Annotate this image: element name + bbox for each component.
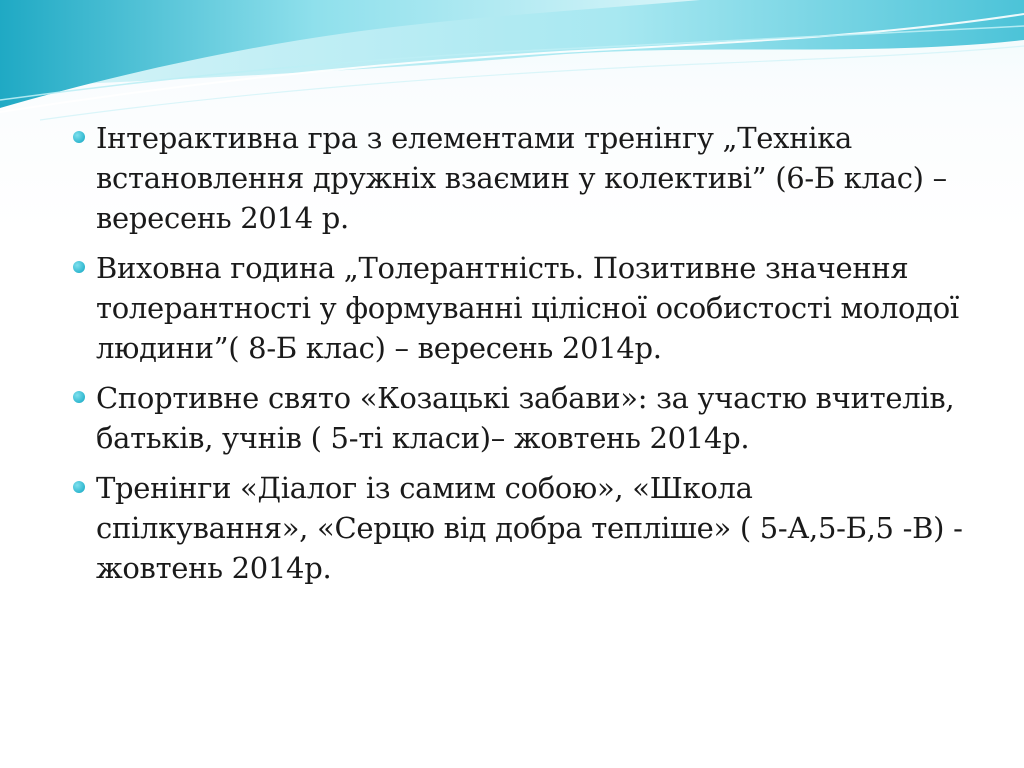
bullet-icon	[73, 391, 85, 403]
list-item	[66, 378, 966, 458]
wave-header-decoration	[0, 0, 1024, 130]
list-item	[66, 248, 966, 368]
bullet-text: Спортивне свято «Козацькі забави»: за участю вчителів, батьків, учнів ( 5-ті класи)– жовтень 2014р.	[96, 381, 955, 455]
bullet-text: Інтерактивна гра з елементами тренінгу „Техніка встановлення дружніх взаємин у колективі” (6-Б клас) –вересень 2014 р.	[96, 121, 947, 235]
bullet-icon	[73, 481, 85, 493]
bullet-icon	[73, 131, 85, 143]
list-item	[66, 118, 966, 238]
bullet-list	[66, 118, 966, 588]
bullet-text: Тренінги «Діалог із самим собою», «Школа спілкування», «Серцю від добра тепліше» ( 5-А,5-Б,5 -В) - жовтень 2014р.	[96, 471, 963, 585]
bullet-text: Виховна година „Толерантність. Позитивне значення толерантності у формуванні цілісної особистості молодої людини”( 8-Б клас) – вересень 2014р.	[96, 251, 959, 365]
list-item	[66, 468, 966, 588]
content-area	[66, 118, 966, 598]
bullet-icon	[73, 261, 85, 273]
